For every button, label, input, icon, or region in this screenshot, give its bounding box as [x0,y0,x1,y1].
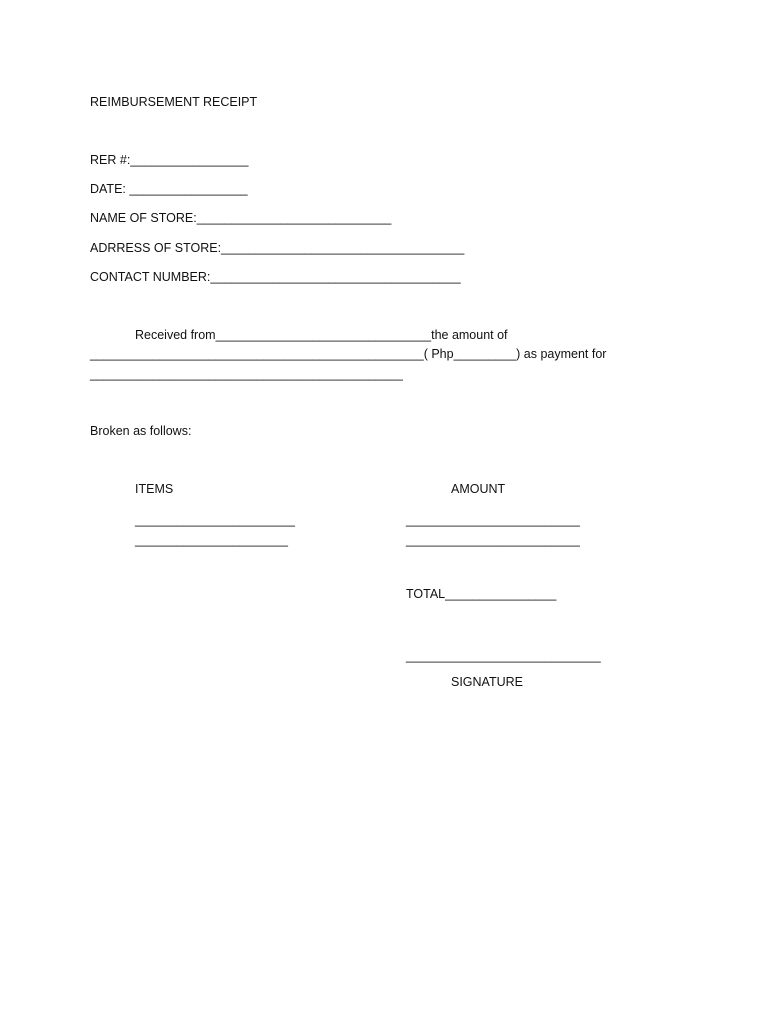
payment-for-line: _____________________________________________ [90,367,403,381]
item-line-1: _______________________ [135,513,295,527]
amount-words-line: ________________________________________________( Php_________) as payment for [90,347,607,361]
received-from-line: Received from_______________________________the amount of [135,328,508,342]
breakdown-label: Broken as follows: [90,424,192,438]
amount-line-1: _________________________ [406,513,580,527]
amount-line-2: _________________________ [406,533,580,547]
total-field: TOTAL________________ [406,587,557,601]
signature-line: ____________________________ [406,649,601,663]
document-title: REIMBURSEMENT RECEIPT [90,95,258,109]
store-address-field: ADRRESS OF STORE:___________________________________ [90,241,465,255]
contact-number-field: CONTACT NUMBER:____________________________________ [90,270,461,284]
items-header: ITEMS [135,482,174,496]
store-name-field: NAME OF STORE:____________________________ [90,211,392,225]
signature-label: SIGNATURE [451,675,523,689]
rer-field: RER #:_________________ [90,153,249,167]
date-field: DATE: _________________ [90,182,248,196]
amount-header: AMOUNT [451,482,506,496]
item-line-2: ______________________ [135,533,288,547]
